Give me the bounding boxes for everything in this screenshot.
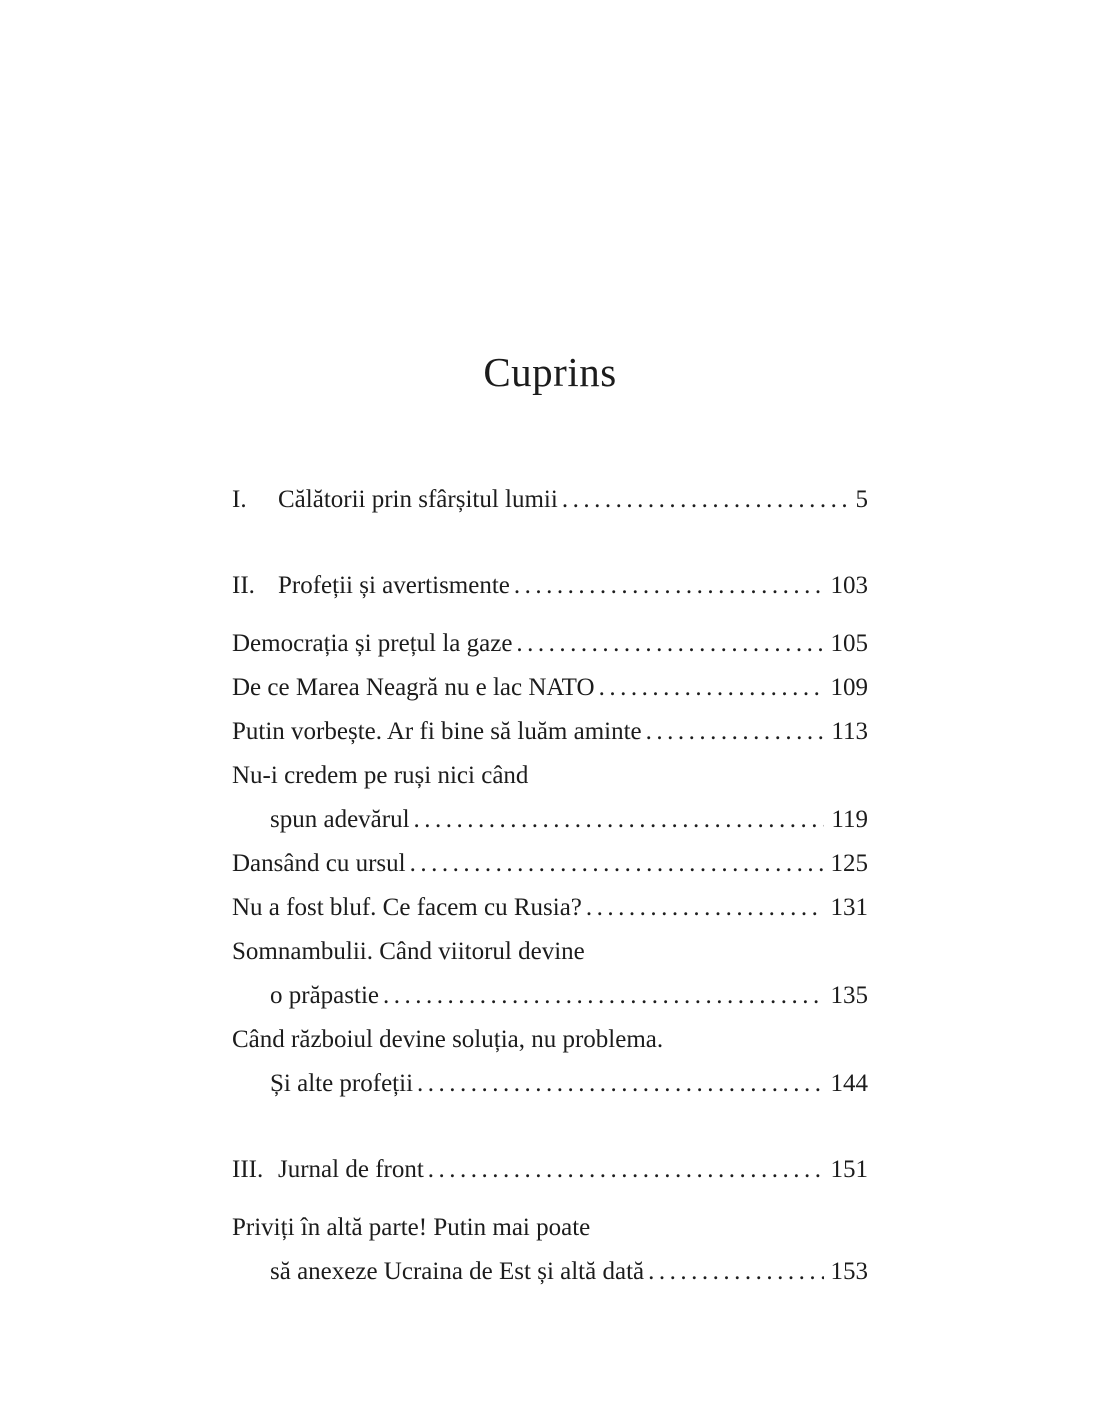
dot-leader	[586, 886, 824, 930]
toc-entry-title: De ce Marea Neagră nu e lac NATO	[232, 674, 595, 701]
page-number: 151	[830, 1156, 868, 1183]
dot-leader	[562, 478, 849, 522]
toc-entry-title: Și alte profeții	[270, 1070, 414, 1097]
dot-leader	[410, 842, 824, 886]
toc-entry-title: Nu-i credem pe ruși nici când	[232, 762, 529, 789]
toc-entry-line	[232, 1250, 868, 1294]
toc-entry-line	[232, 886, 868, 930]
section-numeral: II.	[232, 572, 255, 599]
toc-entry-line	[232, 1062, 868, 1106]
page-number: 109	[830, 674, 868, 701]
toc-entry-title: spun adevărul	[270, 806, 410, 833]
toc-entry-title: Nu a fost bluf. Ce facem cu Rusia?	[232, 894, 582, 921]
toc-list	[232, 478, 868, 1294]
toc-entry-title: Priviți în altă parte! Putin mai poate	[232, 1214, 591, 1241]
toc-entry-title: să anexeze Ucraina de Est și altă dată	[270, 1258, 645, 1285]
dot-leader	[428, 1148, 824, 1192]
page-number: 125	[830, 850, 868, 877]
dot-leader	[414, 798, 825, 842]
toc-entry-title: Dansând cu ursul	[232, 850, 406, 877]
toc-entry-line	[232, 622, 868, 666]
toc-entry-title: Profeții și avertismente	[278, 572, 510, 599]
page-number: 135	[830, 982, 868, 1009]
toc-entry-line	[232, 1148, 868, 1192]
page-number: 5	[855, 486, 868, 513]
dot-leader	[417, 1062, 823, 1106]
page-title: Cuprins	[483, 349, 617, 395]
page-number: 144	[830, 1070, 868, 1097]
toc-entry-line	[232, 1018, 868, 1062]
toc-entry-title: Somnambulii. Când viitorul devine	[232, 938, 585, 965]
dot-leader	[599, 666, 824, 710]
page-number: 119	[831, 806, 868, 833]
toc-entry-line	[232, 842, 868, 886]
toc-entry-line	[232, 798, 868, 842]
toc-entry-title: Când războiul devine soluția, nu problema.	[232, 1026, 664, 1053]
toc-entry-line	[232, 1206, 868, 1250]
page-number: 103	[830, 572, 868, 599]
section-numeral: III.	[232, 1156, 264, 1183]
toc-entry-line	[232, 754, 868, 798]
dot-leader	[648, 1250, 823, 1294]
toc-entry-title: Jurnal de front	[278, 1156, 424, 1183]
page-number: 105	[830, 630, 868, 657]
dot-leader	[516, 622, 823, 666]
toc-entry-title: Putin vorbește. Ar fi bine să luăm aminte	[232, 718, 642, 745]
page-number: 153	[830, 1258, 868, 1285]
toc-entry-line	[232, 666, 868, 710]
dot-leader	[646, 710, 825, 754]
toc-entry-title: Călătorii prin sfârșitul lumii	[278, 486, 558, 513]
toc-entry-title: Democrația și prețul la gaze	[232, 630, 513, 657]
page-number: 113	[831, 718, 868, 745]
toc-entry-line	[232, 478, 868, 522]
toc-entry-line	[232, 564, 868, 608]
section-numeral: I.	[232, 486, 247, 513]
dot-leader	[383, 974, 824, 1018]
page-number: 131	[830, 894, 868, 921]
toc-entry-line	[232, 710, 868, 754]
toc-entry-line	[232, 974, 868, 1018]
toc-entry-line	[232, 930, 868, 974]
toc-entry-title: o prăpastie	[270, 982, 379, 1009]
dot-leader	[514, 564, 824, 608]
